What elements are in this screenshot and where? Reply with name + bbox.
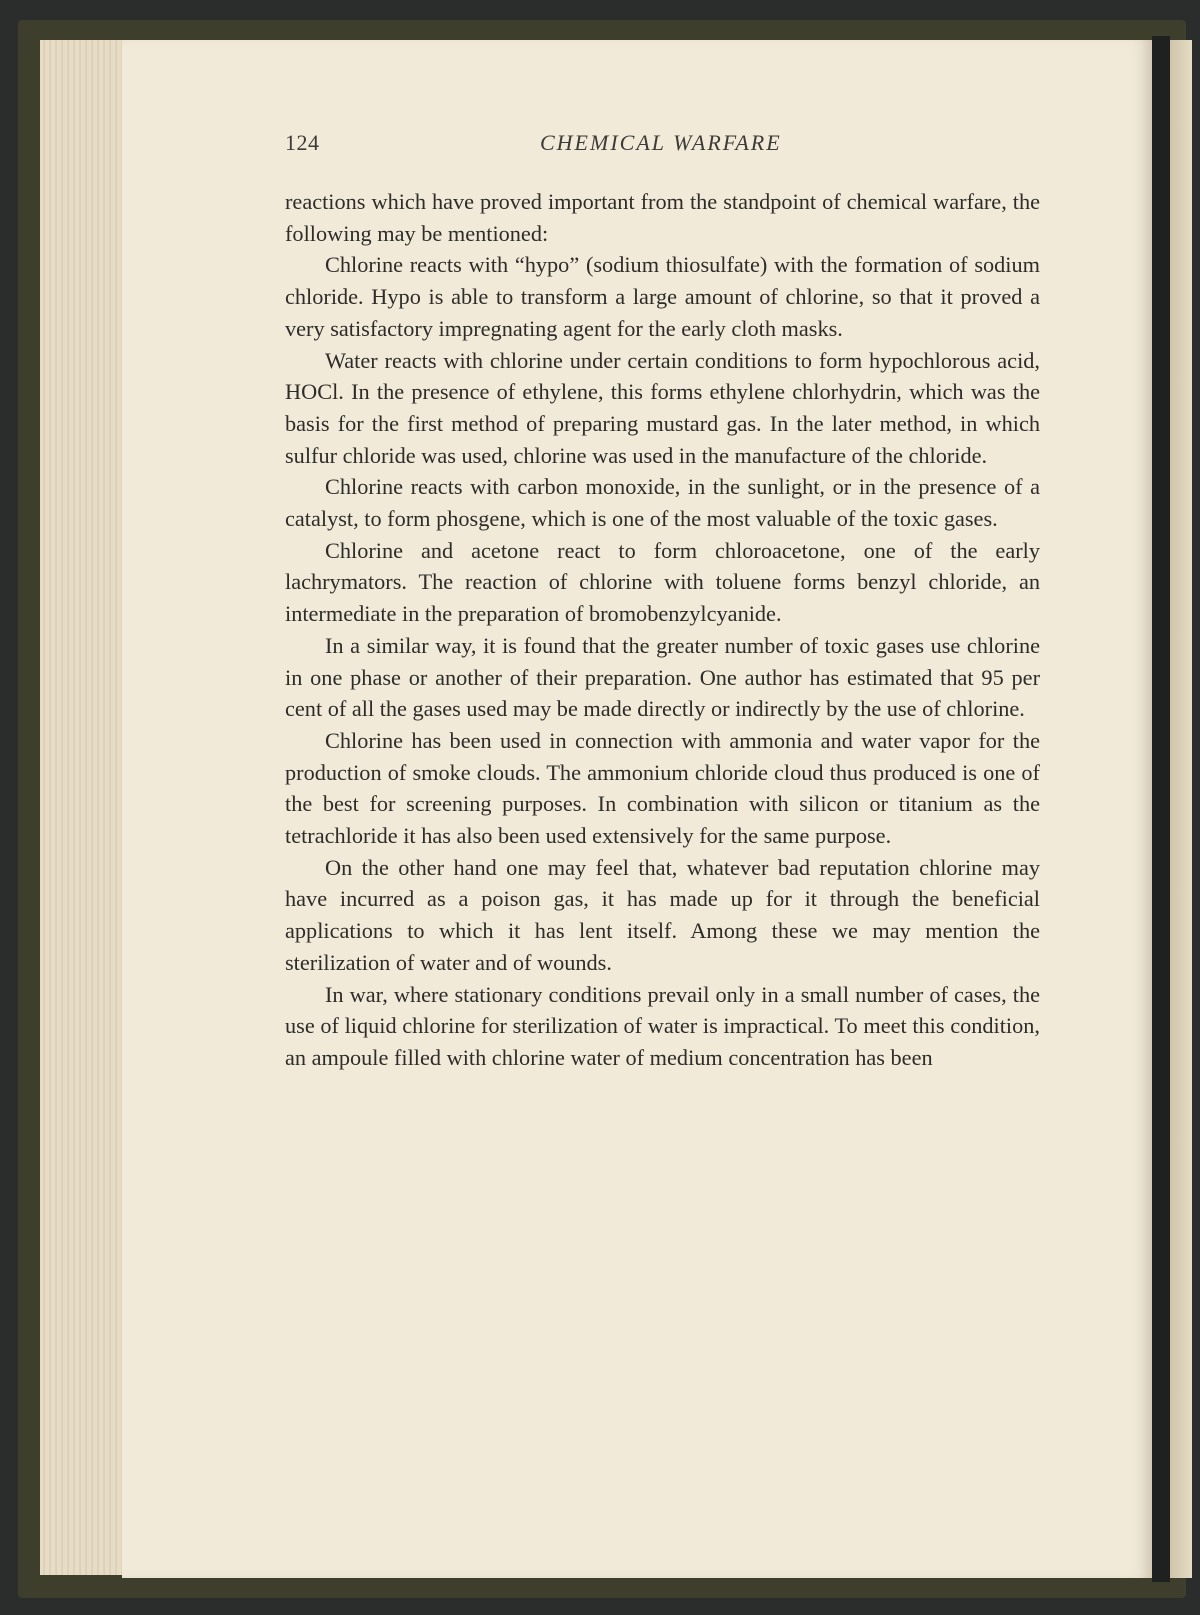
running-head bbox=[285, 128, 1045, 158]
paragraph: In war, where stationary conditions prevail only in a small number of cases, the use of liquid chlorine for sterilization of water is impractical. To meet this condition, an ampoule filled with chlorine water of medium concentration has been bbox=[285, 981, 1040, 1070]
opposite-page-edge bbox=[1170, 40, 1192, 1578]
paragraph: Chlorine has been used in connection with ammonia and water vapor for the production of smoke clouds. The ammonium chloride cloud thus produced is one of the best for screening purposes. In combination with silicon or titanium as the tetrachloride it has also been used extensively for the same purpose. bbox=[285, 727, 1040, 849]
paragraph: reactions which have proved important from the standpoint of chemical warfare, the following may be mentioned: bbox=[285, 189, 1040, 246]
paragraph: On the other hand one may feel that, whatever bad reputation chlorine may have incurred as a poison gas, it has made up for it through the beneficial applications to which it has lent itself. Among these we may mention the sterilization of water and of wounds. bbox=[285, 854, 1040, 975]
body-text bbox=[285, 186, 1040, 1074]
book-gutter bbox=[1152, 36, 1170, 1582]
paragraph: Chlorine and acetone react to form chloroacetone, one of the early lachrymators. The reaction of chlorine with toluene forms benzyl chloride, an intermediate in the preparation of bromobenzylcyanide. bbox=[285, 537, 1040, 627]
paragraph: Water reacts with chlorine under certain conditions to form hypochlorous acid, HOCl. In the presence of ethylene, this forms ethylene chlorhydrin, which was the basis for the first method of preparing mustard gas. In the later method, in which sulfur chloride was used, chlorine was used in the manufacture of the chloride. bbox=[285, 347, 1040, 468]
page-number: 124 bbox=[285, 130, 320, 155]
paragraph: Chlorine reacts with carbon monoxide, in the sunlight, or in the presence of a catalyst, to form phosgene, which is one of the most valuable of the toxic gases. bbox=[285, 474, 1040, 532]
book-title: CHEMICAL WARFARE bbox=[540, 130, 782, 155]
paragraph: In a similar way, it is found that the greater number of toxic gases use chlorine in one phase or another of their preparation. One author has estimated that 95 per cent of all the gases used may be made directly or indirectly by the use of chlorine. bbox=[285, 632, 1040, 722]
page-edges bbox=[40, 40, 126, 1575]
paragraph: Chlorine reacts with “hypo” (sodium thiosulfate) with the formation of sodium chloride. Hypo is able to transform a large amount of chlorine, so that it proved a very satisfactory impregnating agent for the early cloth masks. bbox=[285, 252, 1040, 341]
